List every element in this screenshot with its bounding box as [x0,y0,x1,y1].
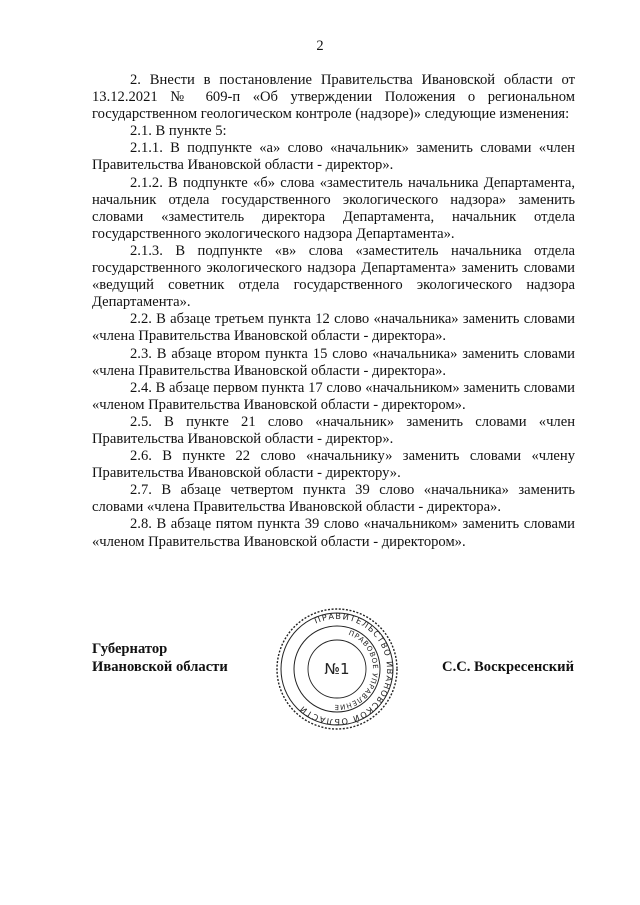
paragraph: 2.4. В абзаце первом пункта 17 слово «начальником» заменить словами «членом Правительства Ивановской области - директором». [92,379,575,413]
paragraph: 2.1.1. В подпункте «а» слово «начальник» заменить словами «член Правительства Ивановской области - директор». [92,140,575,174]
paragraph: 2.8. В абзаце пятом пункта 39 слово «начальником» заменить словами «членом Правительства Ивановской области - директором». [92,516,575,550]
seal-outer-text-path: ПРАВИТЕЛЬСТВО ИВАНОВСКОЙ ОБЛАСТИ [296,610,396,728]
paragraph: 2.7. В абзаце четвертом пункта 39 слово «начальника» заменить словами «члена Правительства Ивановской области - директора». [92,482,575,516]
official-seal [268,606,406,732]
signatory-title [92,640,228,676]
paragraph: 2.3. В абзаце втором пункта 15 слово «начальника» заменить словами «члена Правительства Ивановской области - директора». [92,345,575,379]
signatory-title-line: Ивановской области [92,659,228,675]
seal-inner-text-path: ПРАВОВОЕ УПРАВЛЕНИЕ [333,629,380,712]
paragraph: 2.1.3. В подпункте «в» слова «заместитель начальника отдела государственного экологического надзора Департамента» заменить словами «ведущий советник отдела государственного экологического надзора Департамента». [92,242,575,311]
document-body [92,72,575,551]
seal-center-text: №1 [324,660,350,678]
paragraph: 2.1.2. В подпункте «б» слова «заместитель начальника Департамента, начальник отдела государственного экологического надзора» заменить словами «заместитель директора Департамента, начальник отдела государственного экологического надзора Департамента». [92,174,575,242]
paragraph: 2. Внести в постановление Правительства Ивановской области от 13.12.2021 № 609-п «Об утверждении Положения о региональном государственном геологическом контроле (надзоре)» следующие изменения: [92,72,575,123]
paragraph: 2.2. В абзаце третьем пункта 12 слово «начальника» заменить словами «члена Правительства Ивановской области - директора». [92,311,575,345]
paragraph: 2.1. В пункте 5: [130,123,227,140]
paragraph: 2.5. В пункте 21 слово «начальник» заменить словами «член Правительства Ивановской области - директор». [92,413,575,447]
page-number: 2 [316,38,324,54]
signatory-title-line: Губернатор [92,641,168,657]
signatory-name: С.С. Воскресенский [442,659,574,675]
paragraph: 2.6. В пункте 22 слово «начальнику» заменить словами «члену Правительства Ивановской области - директору». [92,448,575,482]
